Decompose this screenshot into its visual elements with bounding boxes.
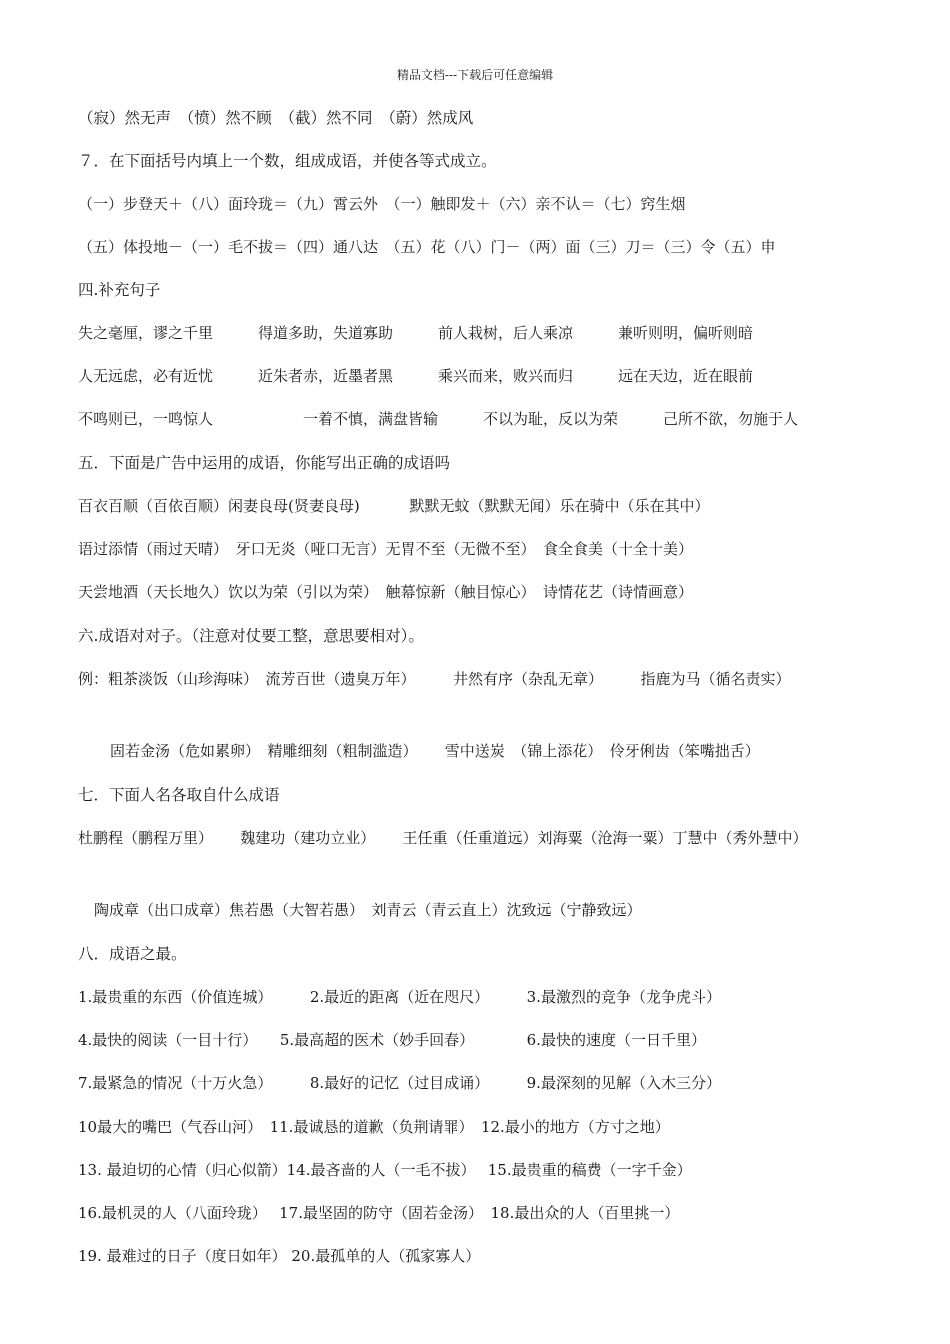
text-line: 失之毫厘，谬之千里 得道多助，失道寡助 前人栽树，后人乘凉 兼听则明，偏听则暗	[78, 324, 754, 342]
section-heading: 五．下面是广告中运用的成语，你能写出正确的成语吗	[78, 454, 451, 472]
text-line: 13. 最迫切的心情（归心似箭）14.最吝啬的人（一毛不拔） 15.最贵重的稿费（一字千金）	[78, 1161, 692, 1179]
section-heading: 七．下面人名各取自什么成语	[78, 786, 280, 804]
text-line: （寂）然无声 （愤）然不顾 （截）然不同 （蔚）然成风	[78, 109, 474, 127]
text-line: 天尝地酒（天长地久）饮以为荣（引以为荣） 触幕惊新（触目惊心） 诗情花艺（诗情画意）	[78, 583, 694, 601]
text-line: 16.最机灵的人（八面玲珑） 17.最坚固的防守（固若金汤） 18.最出众的人（百里挑一）	[78, 1204, 680, 1222]
section-heading: 八．成语之最。	[78, 945, 187, 963]
text-line: （五）体投地－（一）毛不拔＝（四）通八达 （五）花（八）门－（两）面（三）刀＝（三）令（五）申	[78, 238, 776, 256]
question-7-heading: ７．在下面括号内填上一个数，组成成语，并使各等式成立。	[78, 152, 497, 170]
text-line: 不鸣则已，一鸣惊人 一着不慎，满盘皆输 不以为耻，反以为荣 己所不欲，勿施于人	[78, 410, 799, 428]
text-line: 7.最紧急的情况（十万火急） 8.最好的记忆（过目成诵） 9.最深刻的见解（入木三分）	[78, 1074, 721, 1092]
text-paragraph: 杜鹏程（鹏程万里） 魏建功（建功立业） 王任重（任重道远）刘海粟（沧海一粟）丁慧中（秀外慧中）	[78, 829, 808, 847]
text-line: （一）步登天＋（八）面玲珑＝（九）霄云外 （一）触即发＋（六）亲不认＝（七）窍生烟	[78, 195, 686, 213]
text-line: 10最大的嘴巴（气吞山河） 11.最诚恳的道歉（负荆请罪） 12.最小的地方（方寸之地）	[78, 1118, 670, 1136]
page-header: 精品文档---下载后可任意编辑	[396, 68, 554, 82]
section-heading: 四.补充句子	[78, 281, 161, 299]
text-line: 人无远虑，必有近忧 近朱者赤，近墨者黑 乘兴而来，败兴而归 远在天边，近在眼前	[78, 367, 754, 385]
text-line: 19. 最难过的日子（度日如年） 20.最孤单的人（孤家寡人）	[78, 1247, 481, 1265]
section-heading: 六.成语对对子。（注意对仗要工整，意思要相对）。	[78, 627, 424, 645]
text-paragraph: 例：粗茶淡饭（山珍海味） 流芳百世（遗臭万年） 井然有序（杂乱无章） 指鹿为马（循名责实）	[78, 670, 791, 688]
text-line: 1.最贵重的东西（价值连城） 2.最近的距离（近在咫尺） 3.最激烈的竞争（龙争虎斗）	[78, 988, 721, 1006]
text-line: 百衣百顺（百依百顺）闲妻良母(贤妻良母) 默默无蚊（默默无闻）乐在骑中（乐在其中）	[78, 497, 710, 515]
text-line: 陶成章（出口成章）焦若愚（大智若愚） 刘青云（青云直上）沈致远（宁静致远）	[94, 901, 642, 919]
text-line: 语过添情（雨过天晴） 牙口无炎（哑口无言）无胃不至（无微不至） 食全食美（十全十美）	[78, 540, 694, 558]
text-line: 固若金汤（危如累卵） 精雕细刻（粗制滥造） 雪中送炭 （锦上添花） 伶牙俐齿（笨嘴拙舌）	[110, 742, 760, 760]
text-line: 4.最快的阅读（一目十行） 5.最高超的医术（妙手回春） 6.最快的速度（一日千里）	[78, 1031, 706, 1049]
